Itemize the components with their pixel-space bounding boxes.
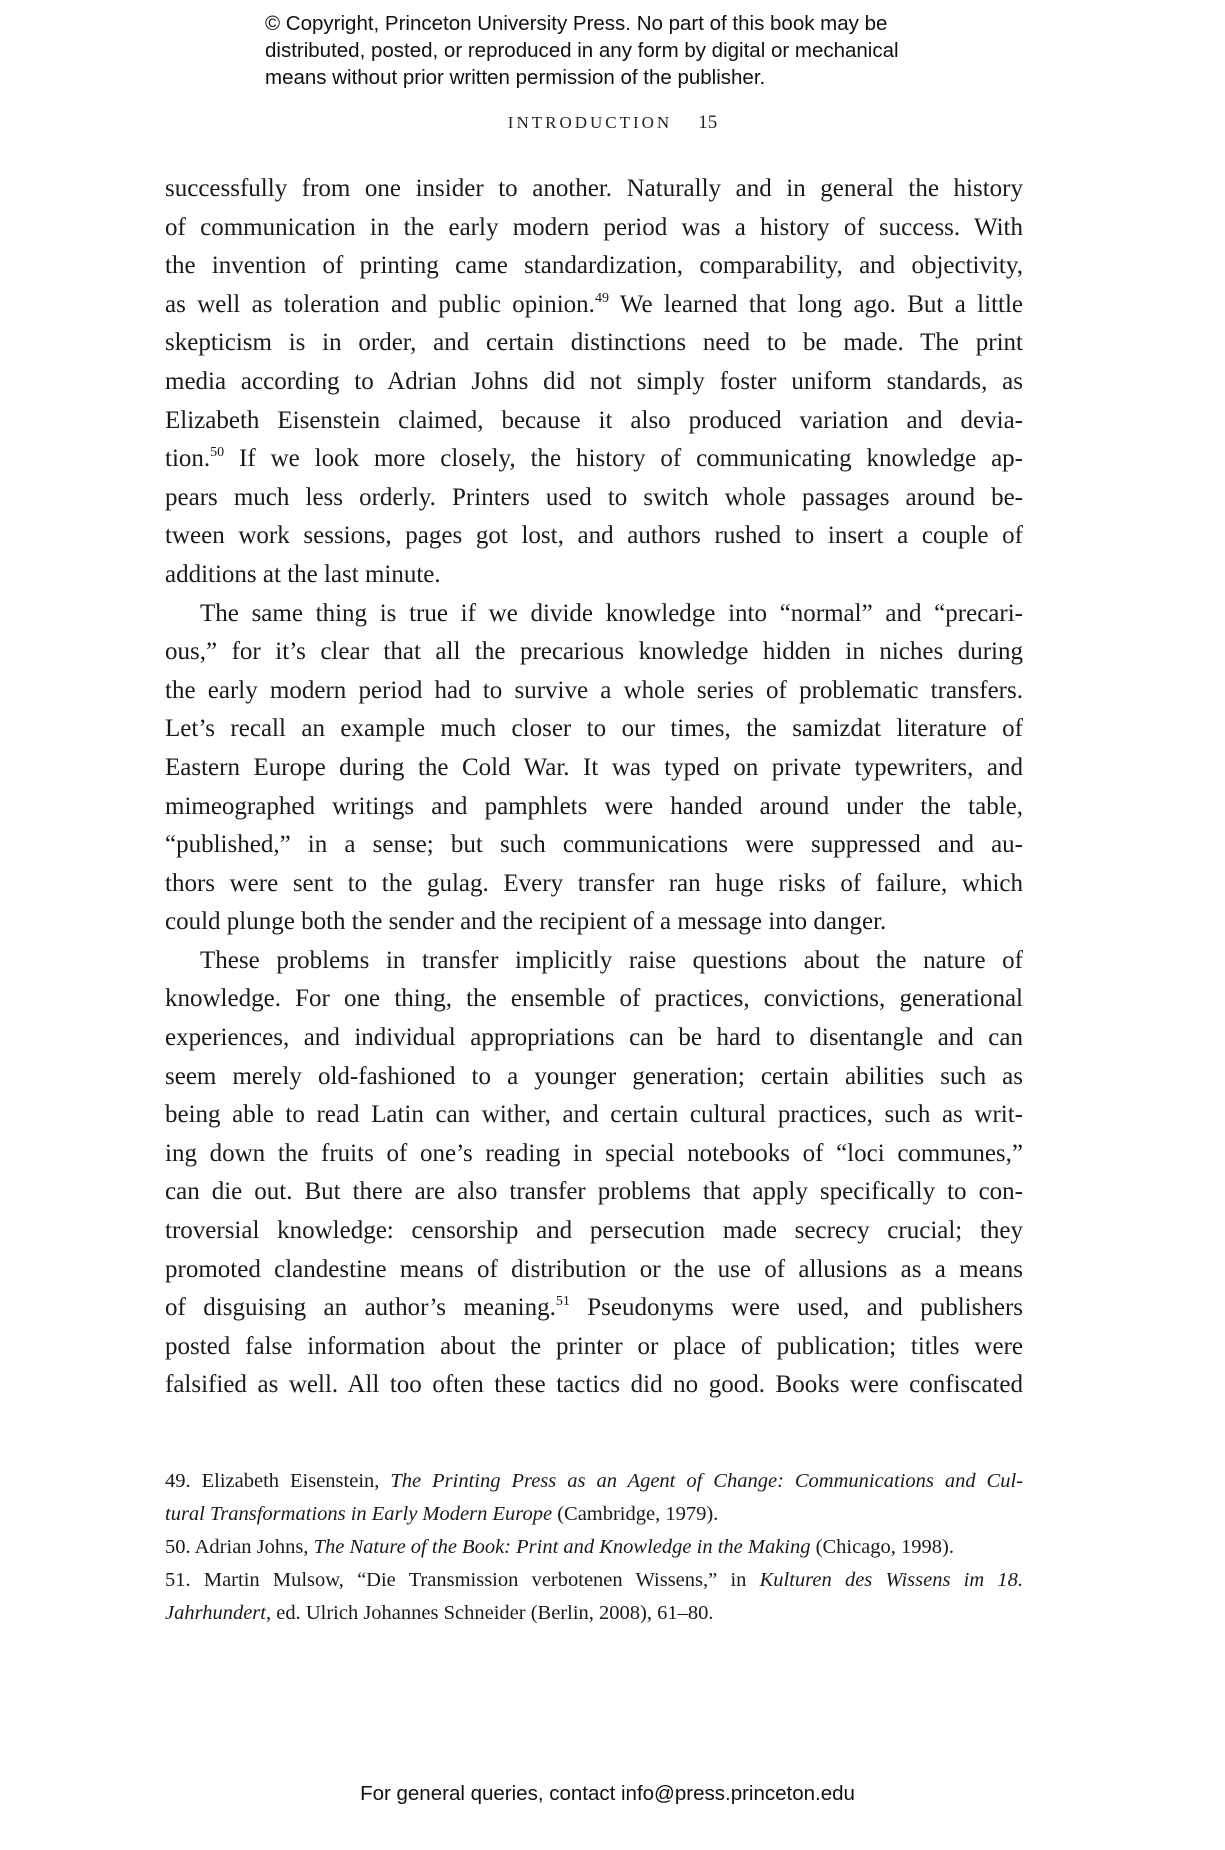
text-segment: 49. Elizabeth Eisenstein, bbox=[165, 1470, 391, 1492]
body-text bbox=[165, 170, 1023, 1405]
paragraph bbox=[165, 170, 1023, 595]
running-head bbox=[0, 112, 1225, 134]
text-segment: knowledge. For one thing, the ensemble of practices, convictions, generational bbox=[165, 985, 1023, 1013]
text-line bbox=[165, 1328, 1023, 1367]
text-segment: could plunge both the sender and the recipient of a message into danger. bbox=[165, 908, 887, 936]
text-segment: 51. Martin Mulsow, “Die Transmission verbotenen Wissens,” in bbox=[165, 1569, 760, 1591]
text-line bbox=[165, 1135, 1023, 1174]
text-line bbox=[165, 633, 1023, 672]
copyright-line: means without prior written permission of the publisher. bbox=[265, 66, 766, 89]
text-segment: tural Transformations in Early Modern Europe bbox=[165, 1503, 553, 1525]
text-segment: falsified as well. All too often these tactics did no good. Books were confiscated bbox=[165, 1371, 1023, 1399]
copyright-line: © Copyright, Princeton University Press. No part of this book may be bbox=[265, 12, 888, 35]
text-segment: “published,” in a sense; but such communications were suppressed and au- bbox=[165, 831, 1023, 859]
text-segment: Kulturen des Wissens im 18. bbox=[759, 1569, 1023, 1591]
text-segment: thors were sent to the gulag. Every transfer ran huge risks of failure, which bbox=[165, 869, 1023, 897]
text-line bbox=[165, 1465, 1023, 1498]
text-line bbox=[165, 595, 1023, 634]
footnote bbox=[165, 1465, 1023, 1531]
footnote-ref: 49 bbox=[594, 290, 609, 306]
text-line bbox=[165, 517, 1023, 556]
text-line bbox=[165, 1058, 1023, 1097]
text-line bbox=[165, 170, 1023, 209]
copyright-line: distributed, posted, or reproduced in any form by digital or mechanical bbox=[265, 39, 899, 62]
text-segment: posted false information about the printer or place of publication; titles were bbox=[165, 1332, 1023, 1360]
text-segment: can die out. But there are also transfer problems that apply specifically to con- bbox=[165, 1178, 1023, 1206]
text-segment: (Chicago, 1998). bbox=[810, 1536, 954, 1558]
text-segment: 50. Adrian Johns, bbox=[165, 1536, 314, 1558]
text-segment: The Nature of the Book: Print and Knowledge in the Making bbox=[313, 1536, 811, 1558]
text-line bbox=[165, 286, 1023, 325]
text-line bbox=[165, 1597, 1023, 1630]
text-segment: troversial knowledge: censorship and persecution made secrecy crucial; they bbox=[165, 1217, 1023, 1245]
text-segment: Eastern Europe during the Cold War. It was typed on private typewriters, and bbox=[165, 753, 1023, 781]
text-segment: the early modern period had to survive a whole series of problematic transfers. bbox=[165, 676, 1023, 704]
text-segment: experiences, and individual appropriations can be hard to disentangle and can bbox=[165, 1024, 1023, 1052]
text-segment: The same thing is true if we divide knowledge into “normal” and “precari- bbox=[200, 599, 1023, 627]
text-segment: These problems in transfer implicitly raise questions about the nature of bbox=[200, 946, 1023, 974]
text-segment: of disguising an author’s meaning. bbox=[165, 1294, 556, 1322]
text-segment: the invention of printing came standardization, comparability, and objectivity, bbox=[165, 252, 1023, 280]
text-segment: Elizabeth Eisenstein claimed, because it also produced variation and devia- bbox=[165, 406, 1023, 434]
text-segment: Let’s recall an example much closer to our times, the samizdat literature of bbox=[165, 715, 1023, 743]
text-line bbox=[165, 247, 1023, 286]
text-segment: We learned that long ago. But a little bbox=[608, 290, 1024, 318]
page-number: 15 bbox=[698, 112, 718, 133]
text-segment: tween work sessions, pages got lost, and authors rushed to insert a couple of bbox=[165, 522, 1023, 550]
text-line bbox=[165, 324, 1023, 363]
text-line bbox=[165, 710, 1023, 749]
text-line bbox=[165, 1173, 1023, 1212]
text-line bbox=[165, 749, 1023, 788]
text-segment: The Printing Press as an Agent of Change: Communications and Cul- bbox=[390, 1470, 1023, 1492]
text-line bbox=[165, 1251, 1023, 1290]
footnote-ref: 51 bbox=[555, 1294, 570, 1310]
text-segment: mimeographed writings and pamphlets were handed around under the table, bbox=[165, 792, 1023, 820]
footnotes bbox=[165, 1465, 1023, 1630]
text-segment: Pseudonyms were used, and publishers bbox=[569, 1294, 1023, 1322]
text-line bbox=[165, 903, 1023, 942]
text-segment: promoted clandestine means of distribution or the use of allusions as a means bbox=[165, 1255, 1023, 1283]
text-segment: If we look more closely, the history of communicating knowledge ap- bbox=[224, 445, 1023, 473]
text-line bbox=[165, 980, 1023, 1019]
text-line bbox=[165, 942, 1023, 981]
text-segment: as well as toleration and public opinion. bbox=[165, 290, 595, 318]
text-line bbox=[165, 865, 1023, 904]
text-line bbox=[165, 1531, 1023, 1564]
text-line bbox=[165, 1498, 1023, 1531]
text-segment: being able to read Latin can wither, and certain cultural practices, such as writ- bbox=[165, 1101, 1023, 1129]
paragraph bbox=[165, 942, 1023, 1405]
footnote bbox=[165, 1531, 1023, 1564]
text-segment: ing down the fruits of one’s reading in special notebooks of “loci communes,” bbox=[165, 1139, 1023, 1167]
text-segment: seem merely old-fashioned to a younger generation; certain abilities such as bbox=[165, 1062, 1023, 1090]
text-line bbox=[165, 826, 1023, 865]
text-segment: ous,” for it’s clear that all the precarious knowledge hidden in niches during bbox=[165, 638, 1023, 666]
text-segment: skepticism is in order, and certain distinctions need to be made. The print bbox=[165, 329, 1023, 357]
footnote bbox=[165, 1564, 1023, 1630]
text-segment: Jahrhundert bbox=[165, 1602, 266, 1624]
text-segment: media according to Adrian Johns did not simply foster uniform standards, as bbox=[165, 367, 1023, 395]
text-segment: of communication in the early modern period was a history of success. With bbox=[165, 213, 1023, 241]
text-segment: , ed. Ulrich Johannes Schneider (Berlin, 2008), 61–80. bbox=[265, 1602, 714, 1624]
text-segment: tion. bbox=[165, 445, 211, 473]
text-line bbox=[165, 788, 1023, 827]
footnote-ref: 50 bbox=[210, 445, 225, 461]
copyright-notice bbox=[265, 10, 985, 91]
text-line bbox=[165, 1212, 1023, 1251]
chapter-title: INTRODUCTION bbox=[507, 113, 673, 132]
contact-footer: For general queries, contact info@press.princeton.edu bbox=[360, 1782, 855, 1805]
text-segment: (Cambridge, 1979). bbox=[552, 1503, 719, 1525]
text-line bbox=[165, 479, 1023, 518]
text-line bbox=[165, 556, 1023, 595]
text-line bbox=[165, 1366, 1023, 1405]
text-line bbox=[165, 1096, 1023, 1135]
text-segment: additions at the last minute. bbox=[165, 560, 441, 588]
text-line bbox=[165, 672, 1023, 711]
text-line bbox=[165, 1289, 1023, 1328]
text-line bbox=[165, 440, 1023, 479]
text-line bbox=[165, 209, 1023, 248]
text-line bbox=[165, 1564, 1023, 1597]
text-segment: successfully from one insider to another. Naturally and in general the history bbox=[165, 175, 1023, 202]
text-line bbox=[165, 1019, 1023, 1058]
text-line bbox=[165, 363, 1023, 402]
text-line bbox=[165, 402, 1023, 441]
paragraph bbox=[165, 595, 1023, 942]
text-segment: pears much less orderly. Printers used to switch whole passages around be- bbox=[165, 483, 1023, 511]
